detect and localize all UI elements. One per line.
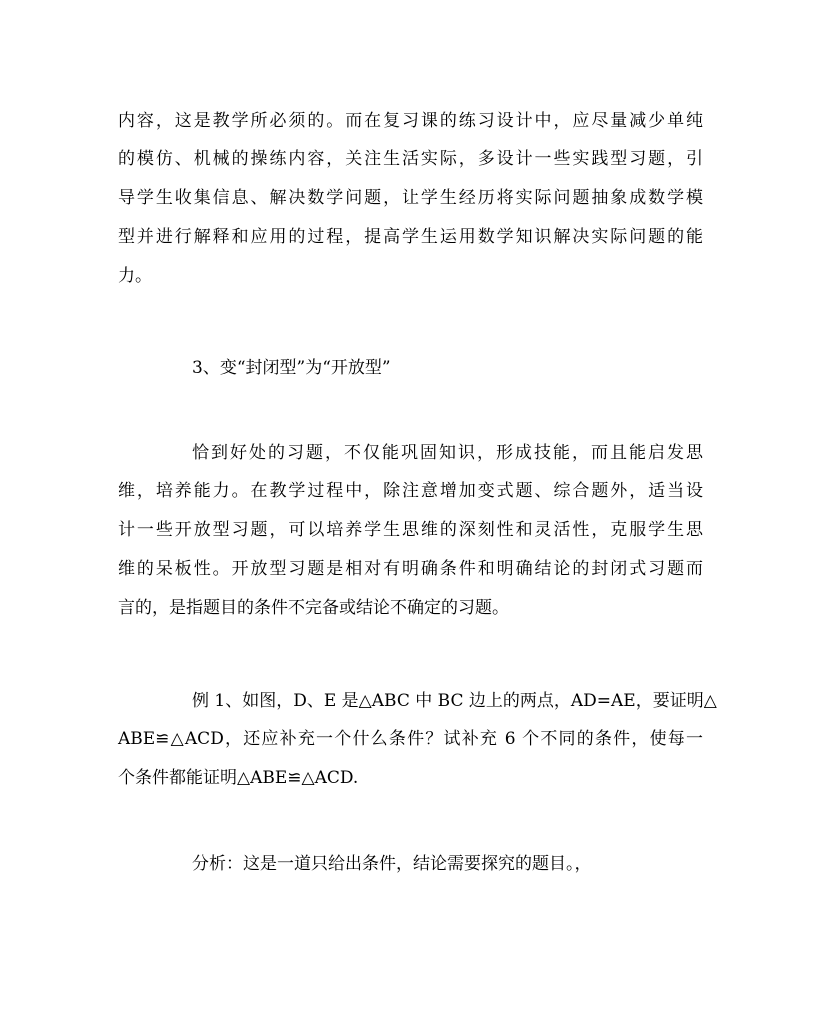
paragraph-2-line-5: 言的，是指题目的条件不完备或结论不确定的习题。 bbox=[118, 598, 509, 618]
example-1-line-2: ABE≌△ACD，还应补充一个什么条件？试补充 6 个不同的条件，使每一 bbox=[118, 729, 703, 749]
paragraph-2-line-1: 恰到好处的习题，不仅能巩固知识，形成技能，而且能启发思 bbox=[192, 443, 703, 463]
section-heading: 3、变“封闭型”为“开放型” bbox=[192, 358, 391, 378]
analysis-line: 分析：这是一道只给出条件，结论需要探究的题目。， bbox=[192, 854, 592, 874]
paragraph-1-line-2: 的模仿、机械的操练内容，关注生活实际，多设计一些实践型习题，引 bbox=[118, 149, 703, 169]
paragraph-2-line-4: 维的呆板性。开放型习题是相对有明确条件和明确结论的封闭式习题而 bbox=[118, 559, 703, 579]
paragraph-2-line-2: 维，培养能力。在教学过程中，除注意增加变式题、综合题外，适当设 bbox=[118, 481, 703, 501]
paragraph-1-line-3: 导学生收集信息、解决数学问题，让学生经历将实际问题抽象成数学模 bbox=[118, 188, 703, 208]
paragraph-1-line-1: 内容，这是教学所必须的。而在复习课的练习设计中，应尽量减少单纯 bbox=[118, 111, 703, 131]
example-1-line-1: 例 1、如图，D、E 是△ABC 中 BC 边上的两点，AD=AE，要证明△ bbox=[192, 691, 717, 711]
paragraph-1-line-5: 力。 bbox=[118, 266, 152, 286]
paragraph-1-line-4: 型并进行解释和应用的过程，提高学生运用数学知识解决实际问题的能 bbox=[118, 227, 703, 247]
paragraph-2-line-3: 计一些开放型习题，可以培养学生思维的深刻性和灵活性，克服学生思 bbox=[118, 520, 703, 540]
example-1-line-3: 个条件都能证明△ABE≌△ACD. bbox=[118, 768, 359, 788]
